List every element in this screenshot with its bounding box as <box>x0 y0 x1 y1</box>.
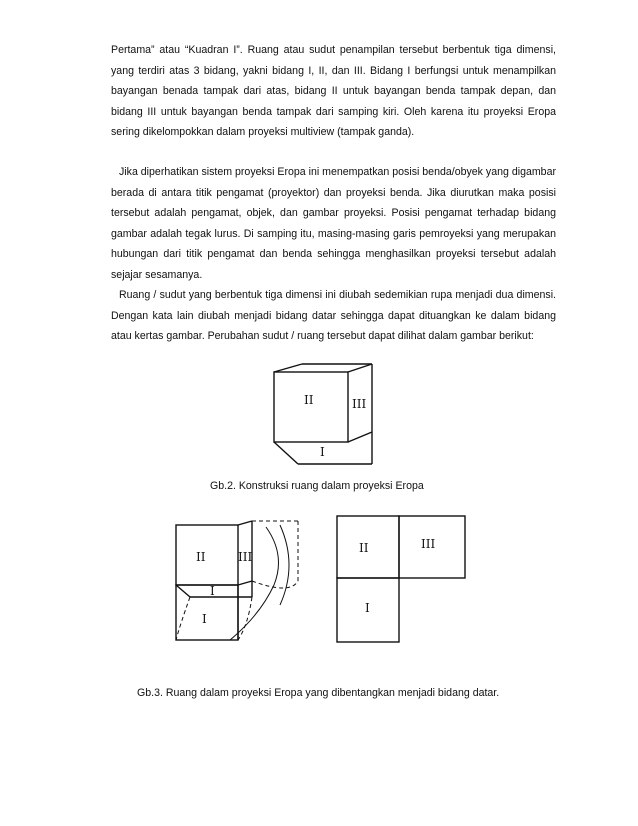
paragraph-3: Ruang / sudut yang berbentuk tiga dimensi ini diubah sedemikian rupa menjadi dua dimensi. Dengan kata lain diubah menjadi bidang datar sehingga dapat dituangkan ke dalam bidang atau kertas gambar. Perubahan sudut / ruang tersebut dapat dilihat dalam gambar berikut: <box>111 289 556 342</box>
plane-ii-face <box>176 525 238 585</box>
figure-3-unfolding <box>170 515 305 645</box>
paragraph-1: Pertama” atau “Kuadran I”. Ruang atau sudut penampilan tersebut berbentuk tiga dimensi, yang terdiri atas 3 bidang, yakni bidang I, II, dan III. Bidang I berfungsi untuk menampilkan bayangan benada tampak dari atas, bidang II untuk bayangan benda tampak depan, dan bidang III untuk bayangan benda tampak dari samping kiri. Oleh karena itu proyeksi Eropa sering dikelompokkan dalam proyeksi multiview (tampak ganda). <box>111 44 556 138</box>
fold-edge <box>176 585 190 597</box>
label-plane-ii: II <box>196 550 206 564</box>
rotation-arc <box>230 527 279 640</box>
figure-2-caption: Gb.2. Konstruksi ruang dalam proyeksi Eropa <box>210 480 424 492</box>
fold-edge <box>238 521 252 525</box>
label-plane-iii: III <box>421 537 436 551</box>
label-plane-iii: III <box>352 397 367 411</box>
paragraph-2: Jika diperhatikan sistem proyeksi Eropa ini menempatkan posisi benda/obyek yang digambar berada di antara titik pengamat (proyektor) dan proyeksi benda. Jika diurutkan maka posisi tersebut adalah pengamat, objek, dan gambar proyeksi. Posisi pengamat terhadap bidang gambar adalah tegak lurus. Di samping itu, masing-masing garis pemroyeksi yang merupakan hubungan dari titik pengamat dan benda sehingga menghasilkan proyeksi tersebut adalah sejajar sesamanya. <box>111 166 556 281</box>
fold-edge <box>238 581 252 585</box>
label-plane-i: I <box>202 612 207 626</box>
label-plane-i: I <box>365 601 370 615</box>
label-plane-ii: II <box>304 393 314 407</box>
figure-3-flat-layout <box>333 512 473 647</box>
label-plane-iii: III <box>238 550 253 564</box>
cube-front-face <box>274 372 348 442</box>
label-plane-i-fold: I <box>210 584 215 598</box>
cube-edge <box>348 364 372 372</box>
cube-edge <box>274 364 302 372</box>
cube-edge <box>274 442 298 464</box>
rotation-arc <box>238 597 252 640</box>
figure-2-cube <box>262 360 382 470</box>
label-plane-ii: II <box>359 541 369 555</box>
rotation-arc <box>176 597 190 640</box>
label-plane-i: I <box>320 445 325 459</box>
figure-3-caption: Gb.3. Ruang dalam proyeksi Eropa yang dibentangkan menjadi bidang datar. <box>137 687 500 699</box>
cube-edge <box>348 432 372 442</box>
rotation-arc <box>280 525 289 605</box>
